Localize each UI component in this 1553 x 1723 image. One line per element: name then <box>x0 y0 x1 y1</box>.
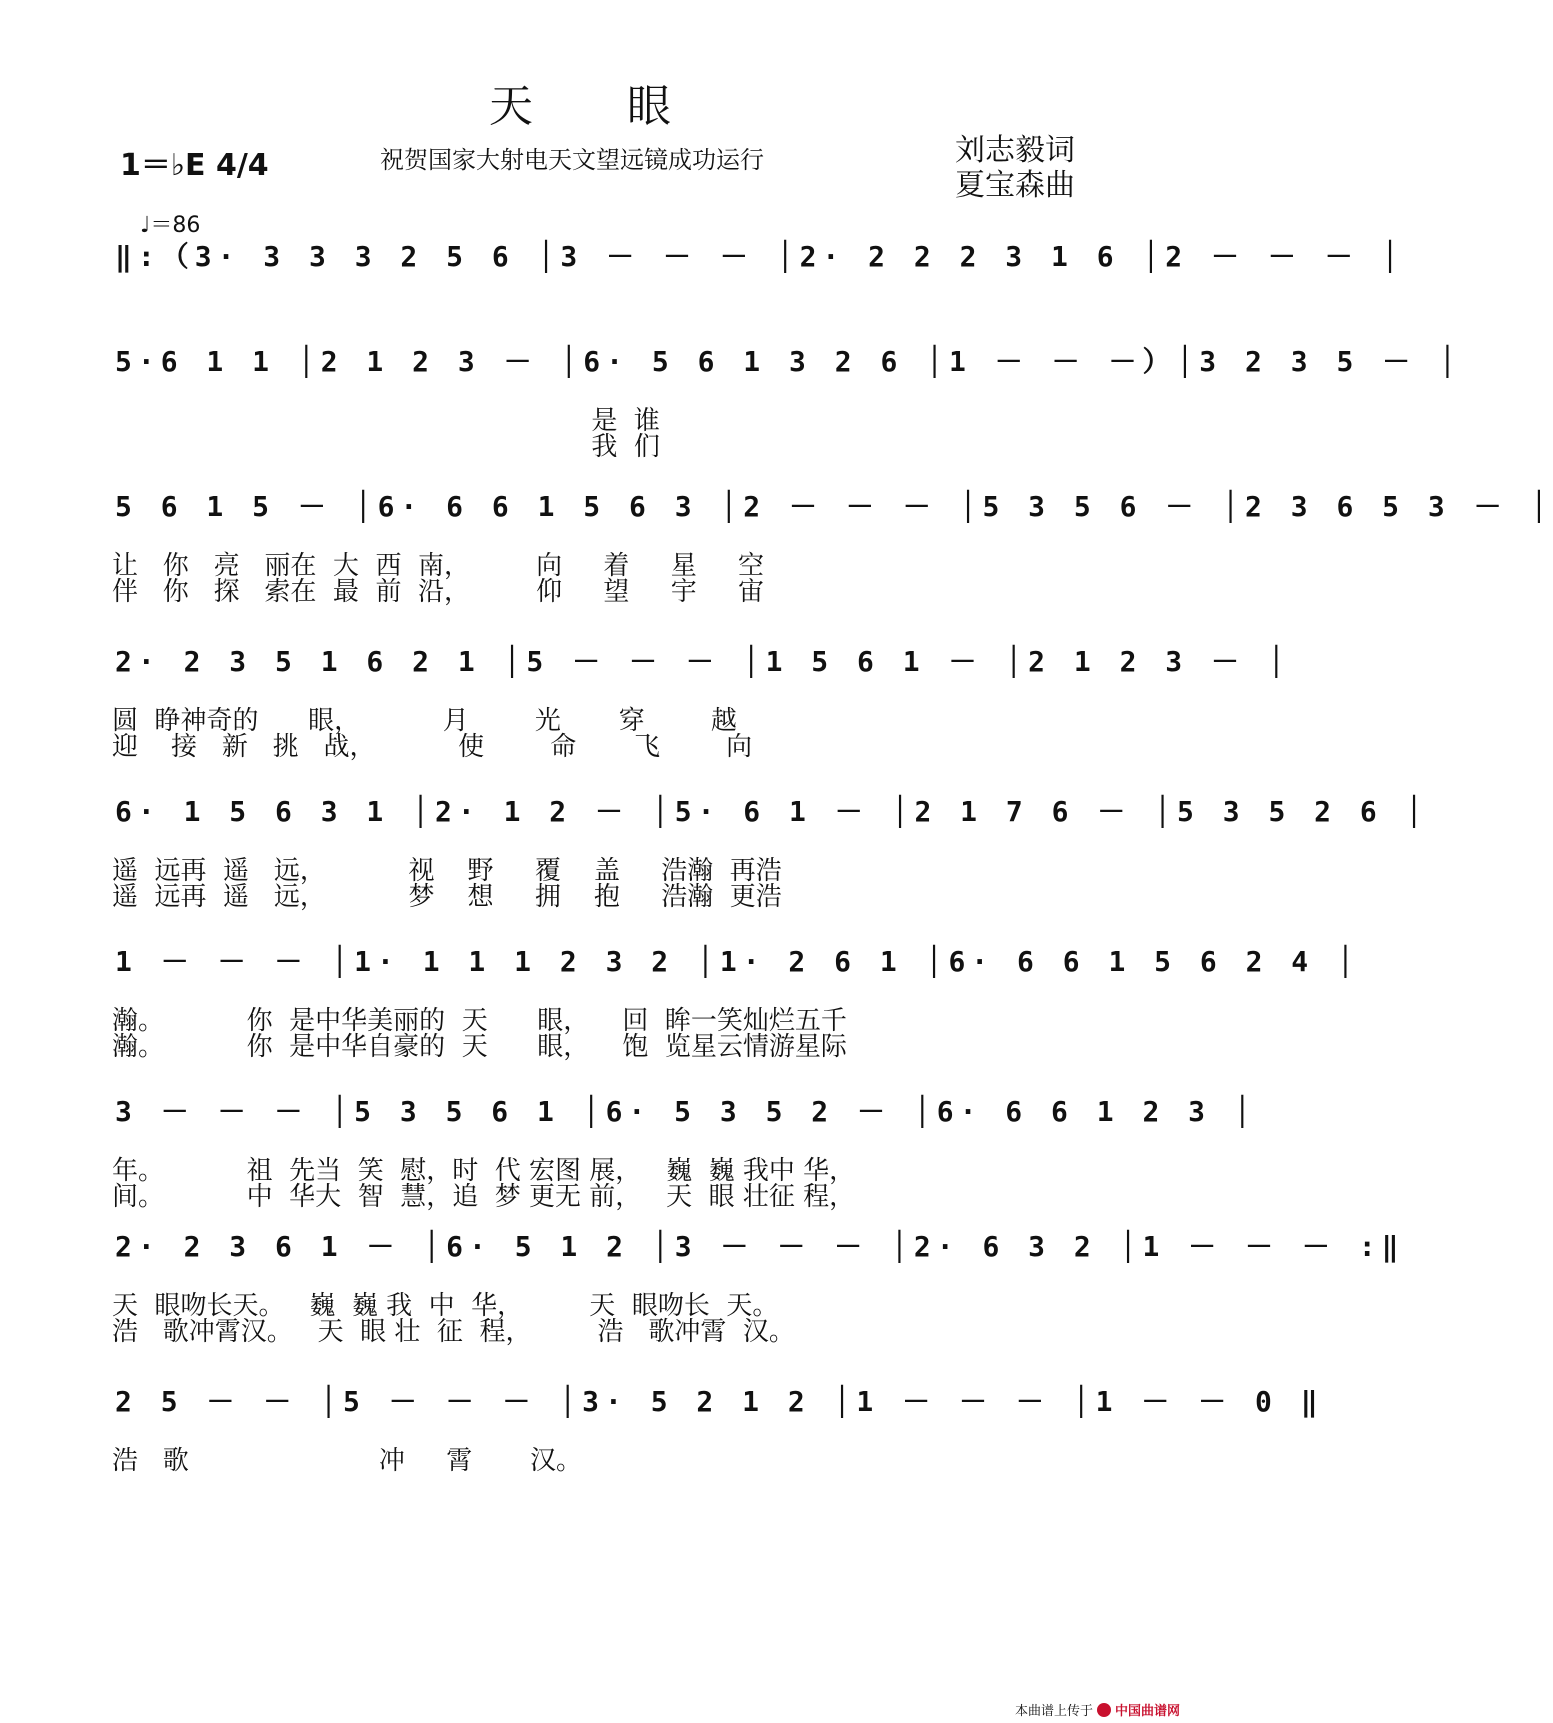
lyric-line: 迎 接 新 挑 战， 使 命 飞 向 <box>112 732 753 762</box>
score-title: 天 眼 <box>489 81 711 132</box>
site-logo-icon <box>1097 1703 1111 1717</box>
lyric-line: 圆 睁神奇的 眼， 月 光 穿 越 <box>112 706 737 736</box>
lyricist-credit: 刘志毅词 <box>955 133 1075 168</box>
footer-brand: 中国曲谱网 <box>1114 1704 1180 1719</box>
subtitle: 祝贺国家大射电天文望远镜成功运行 <box>380 146 764 174</box>
footer-text: 本曲谱上传于 <box>1014 1704 1093 1719</box>
notation-line: 2· 2 3 5 1 6 2 1 │5 － － － │1 5 6 1 － │2 1 2 3 － │ <box>115 645 1291 678</box>
lyric-line: 遥 远再 遥 远， 视 野 覆 盖 浩瀚 再浩 <box>112 856 782 886</box>
notation-line: 2 5 － － │5 － － － │3· 5 2 1 2 │1 － － － │1 － － 0 ‖ <box>115 1385 1324 1418</box>
lyric-line: 瀚。 你 是中华美丽的 天 眼， 回 眸一笑灿烂五千 <box>112 1006 847 1036</box>
lyric-line: 我 们 <box>112 432 660 462</box>
notation-line: 6· 1 5 6 3 1 │2· 1 2 － │5· 6 1 － │2 1 7 6 － │5 3 5 2 6 │ <box>115 795 1429 828</box>
lyric-line: 年。 祖 先当 笑 慰，时 代 宏图 展， 巍 巍 我中 华， <box>112 1156 856 1186</box>
key-signature: 1＝♭E 4/4 <box>120 148 269 183</box>
lyric-line: 是 谁 <box>112 406 660 436</box>
notation-line: 3 － － － │5 3 5 6 1 │6· 5 3 5 2 － │6· 6 6 1 2 3 │ <box>115 1095 1257 1128</box>
lyric-line: 遥 远再 遥 远， 梦 想 拥 抱 浩瀚 更浩 <box>112 882 782 912</box>
footer <box>1015 1700 1180 1719</box>
tempo-marking: ♩＝86 <box>140 213 201 238</box>
lyric-line: 伴 你 探 索在 最 前 沿， 仰 望 宇 宙 <box>112 577 765 607</box>
lyric-line: 瀚。 你 是中华自豪的 天 眼， 饱 览星云情游星际 <box>112 1032 847 1062</box>
notation-line: 2· 2 3 6 1 － │6· 5 1 2 │3 － － － │2· 6 3 2 │1 － － － :‖ <box>115 1230 1405 1263</box>
notation-line: 5·6 1 1 │2 1 2 3 － │6· 5 6 1 3 2 6 │1 － － －）│3 2 3 5 － │ <box>115 345 1462 378</box>
notation-line: 1 － － － │1· 1 1 1 2 3 2 │1· 2 6 1 │6· 6 6 1 5 6 2 4 │ <box>115 945 1360 978</box>
notation-line: 5 6 1 5 － │6· 6 6 1 5 6 3 │2 － － － │5 3 5 6 － │2 3 6 5 3 － │ <box>115 490 1553 523</box>
lyric-line: 天 眼吻长天。 巍 巍 我 中 华， 天 眼吻长 天。 <box>112 1291 779 1321</box>
lyric-line: 让 你 亮 丽在 大 西 南， 向 着 星 空 <box>112 551 765 581</box>
lyric-line: 间。 中 华大 智 慧，追 梦 更无 前， 天 眼 壮征 程， <box>112 1182 856 1212</box>
lyric-line: 浩 歌冲霄汉。 天 眼 壮 征 程， 浩 歌冲霄 汉。 <box>112 1317 795 1347</box>
composer-credit: 夏宝森曲 <box>955 168 1075 203</box>
lyric-line: 浩 歌 冲 霄 汉。 <box>112 1446 583 1476</box>
notation-line: ‖:（3· 3 3 3 2 5 6 │3 － － － │2· 2 2 2 3 1 6 │2 － － － │ <box>115 240 1405 273</box>
